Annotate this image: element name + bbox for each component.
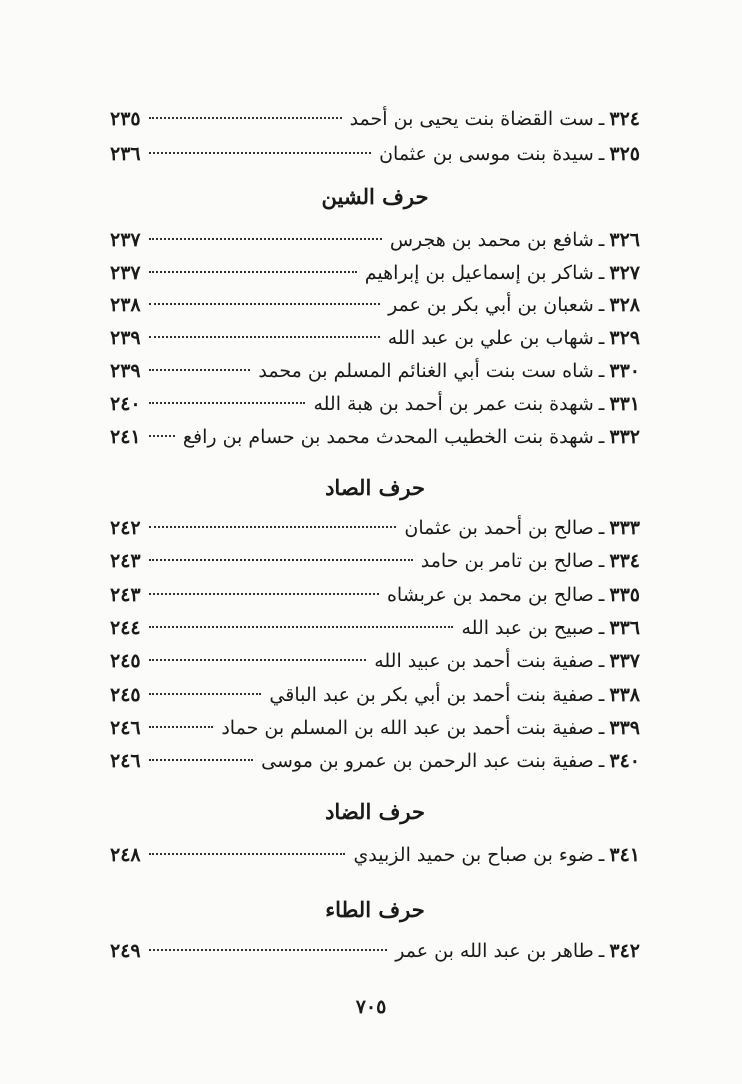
entry-number: ٣٤٠ — [609, 750, 640, 772]
entry-number: ٣٣٦ — [609, 617, 640, 639]
entry-page: ٢٣٧ — [110, 229, 141, 251]
dot-leader — [149, 238, 382, 240]
entry-dash: ـ — [598, 360, 605, 382]
entry-dash: ـ — [598, 108, 605, 130]
dot-leader — [149, 271, 357, 273]
entry-page: ٢٣٥ — [110, 108, 141, 130]
section-heading: حرف الشين — [321, 184, 429, 209]
dot-leader — [149, 303, 380, 305]
entry-number: ٣٣١ — [609, 393, 640, 415]
section-heading: حرف الصاد — [325, 475, 425, 500]
section-heading: حرف الطاء — [325, 897, 425, 922]
entry-dash: ـ — [598, 262, 605, 284]
dot-leader — [149, 659, 367, 661]
entry-name: شاه ست بنت أبي الغنائم المسلم بن محمد — [258, 360, 594, 382]
index-entry — [110, 323, 640, 353]
entry-name: صالح بن محمد بن عربشاه — [386, 584, 594, 606]
entry-dash: ـ — [598, 650, 605, 672]
index-entry — [110, 258, 640, 288]
dot-leader — [149, 152, 371, 154]
dot-leader — [149, 402, 306, 404]
entry-page: ٢٤٨ — [110, 844, 141, 866]
index-entry — [110, 513, 640, 543]
index-entry — [110, 225, 640, 255]
index-entry — [110, 646, 640, 676]
entry-page: ٢٣٩ — [110, 327, 141, 349]
index-entry — [110, 713, 640, 743]
entry-page: ٢٤٥ — [110, 684, 141, 706]
entry-dash: ـ — [598, 229, 605, 251]
entry-dash: ـ — [598, 584, 605, 606]
entry-number: ٣٣٣ — [609, 517, 640, 539]
entry-number: ٣٣٩ — [609, 717, 640, 739]
entry-dash: ـ — [598, 517, 605, 539]
index-entry — [110, 580, 640, 610]
entry-name: سيدة بنت موسى بن عثمان — [379, 143, 594, 165]
entry-dash: ـ — [598, 717, 605, 739]
entry-number: ٣٣٠ — [609, 360, 640, 382]
entry-page: ٢٤٢ — [110, 517, 141, 539]
entry-number: ٣٣٥ — [609, 584, 640, 606]
entry-dash: ـ — [598, 294, 605, 316]
entry-number: ٣٣٧ — [609, 650, 640, 672]
entry-page: ٢٤٤ — [110, 617, 141, 639]
entry-name: ضوء بن صباح بن حميد الزبيدي — [353, 844, 594, 866]
entry-name: ست القضاة بنت يحيى بن أحمد — [349, 108, 594, 130]
entry-number: ٣٤١ — [609, 844, 640, 866]
section-heading: حرف الضاد — [325, 799, 425, 824]
entry-name: شهاب بن علي بن عبد الله — [387, 327, 594, 349]
entry-name: صفية بنت أحمد بن عبيد الله — [374, 650, 594, 672]
entry-dash: ـ — [598, 750, 605, 772]
index-entry — [110, 546, 640, 576]
entry-number: ٣٣٢ — [609, 426, 640, 448]
entry-page: ٢٤٠ — [110, 393, 141, 415]
index-entry — [110, 840, 640, 870]
index-entry — [110, 680, 640, 710]
entry-page: ٢٤١ — [110, 426, 141, 448]
index-entry — [110, 936, 640, 966]
entry-page: ٢٤٩ — [110, 940, 141, 962]
entry-name: صالح بن أحمد بن عثمان — [404, 517, 594, 539]
index-entry — [110, 290, 640, 320]
entry-name: طاهر بن عبد الله بن عمر — [395, 940, 594, 962]
dot-leader — [149, 853, 346, 855]
dot-leader — [149, 759, 254, 761]
entry-dash: ـ — [598, 550, 605, 572]
entry-page: ٢٣٩ — [110, 360, 141, 382]
dot-leader — [149, 526, 397, 528]
dot-leader — [149, 693, 262, 695]
dot-leader — [149, 435, 175, 437]
dot-leader — [149, 949, 388, 951]
entry-dash: ـ — [598, 393, 605, 415]
entry-page: ٢٣٧ — [110, 262, 141, 284]
entry-name: شاكر بن إسماعيل بن إبراهيم — [364, 262, 594, 284]
entry-dash: ـ — [598, 940, 605, 962]
entry-page: ٢٤٣ — [110, 584, 141, 606]
index-entry — [110, 613, 640, 643]
entry-dash: ـ — [598, 327, 605, 349]
entry-number: ٣٢٤ — [609, 108, 640, 130]
entry-page: ٢٤٥ — [110, 650, 141, 672]
entry-name: صبيح بن عبد الله — [461, 617, 594, 639]
dot-leader — [149, 593, 379, 595]
entry-name: صفية بنت أحمد بن أبي بكر بن عبد الباقي — [269, 684, 594, 706]
entry-number: ٣٢٨ — [609, 294, 640, 316]
entry-page: ٢٣٦ — [110, 143, 141, 165]
entry-name: صفية بنت عبد الرحمن بن عمرو بن موسى — [261, 750, 594, 772]
index-entry — [110, 389, 640, 419]
entry-number: ٣٢٦ — [609, 229, 640, 251]
entry-dash: ـ — [598, 844, 605, 866]
index-entry — [110, 104, 640, 134]
entry-number: ٣٤٢ — [609, 940, 640, 962]
index-entry — [110, 139, 640, 169]
entry-dash: ـ — [598, 684, 605, 706]
entry-page: ٢٤٦ — [110, 717, 141, 739]
entry-number: ٣٣٤ — [609, 550, 640, 572]
entry-number: ٣٢٥ — [609, 143, 640, 165]
dot-leader — [149, 336, 380, 338]
dot-leader — [149, 726, 214, 728]
index-entry — [110, 422, 640, 452]
index-entry — [110, 356, 640, 386]
entry-page: ٢٣٨ — [110, 294, 141, 316]
entry-dash: ـ — [598, 617, 605, 639]
entry-dash: ـ — [598, 143, 605, 165]
entry-name: شهدة بنت الخطيب المحدث محمد بن حسام بن رافع — [182, 426, 594, 448]
entry-number: ٣٣٨ — [609, 684, 640, 706]
entry-page: ٢٤٣ — [110, 550, 141, 572]
dot-leader — [149, 369, 251, 371]
entry-number: ٣٢٩ — [609, 327, 640, 349]
entry-name: شافع بن محمد بن هجرس — [389, 229, 594, 251]
entry-dash: ـ — [598, 426, 605, 448]
dot-leader — [149, 559, 413, 561]
entry-name: صالح بن تامر بن حامد — [420, 550, 594, 572]
entry-number: ٣٢٧ — [609, 262, 640, 284]
page-number: ٧٠٥ — [355, 996, 387, 1018]
entry-name: شهدة بنت عمر بن أحمد بن هبة الله — [313, 393, 594, 415]
dot-leader — [149, 626, 454, 628]
dot-leader — [149, 117, 342, 119]
entry-name: شعبان بن أبي بكر بن عمر — [388, 294, 594, 316]
index-entry — [110, 746, 640, 776]
entry-name: صفية بنت أحمد بن عبد الله بن المسلم بن حماد — [221, 717, 594, 739]
entry-page: ٢٤٦ — [110, 750, 141, 772]
